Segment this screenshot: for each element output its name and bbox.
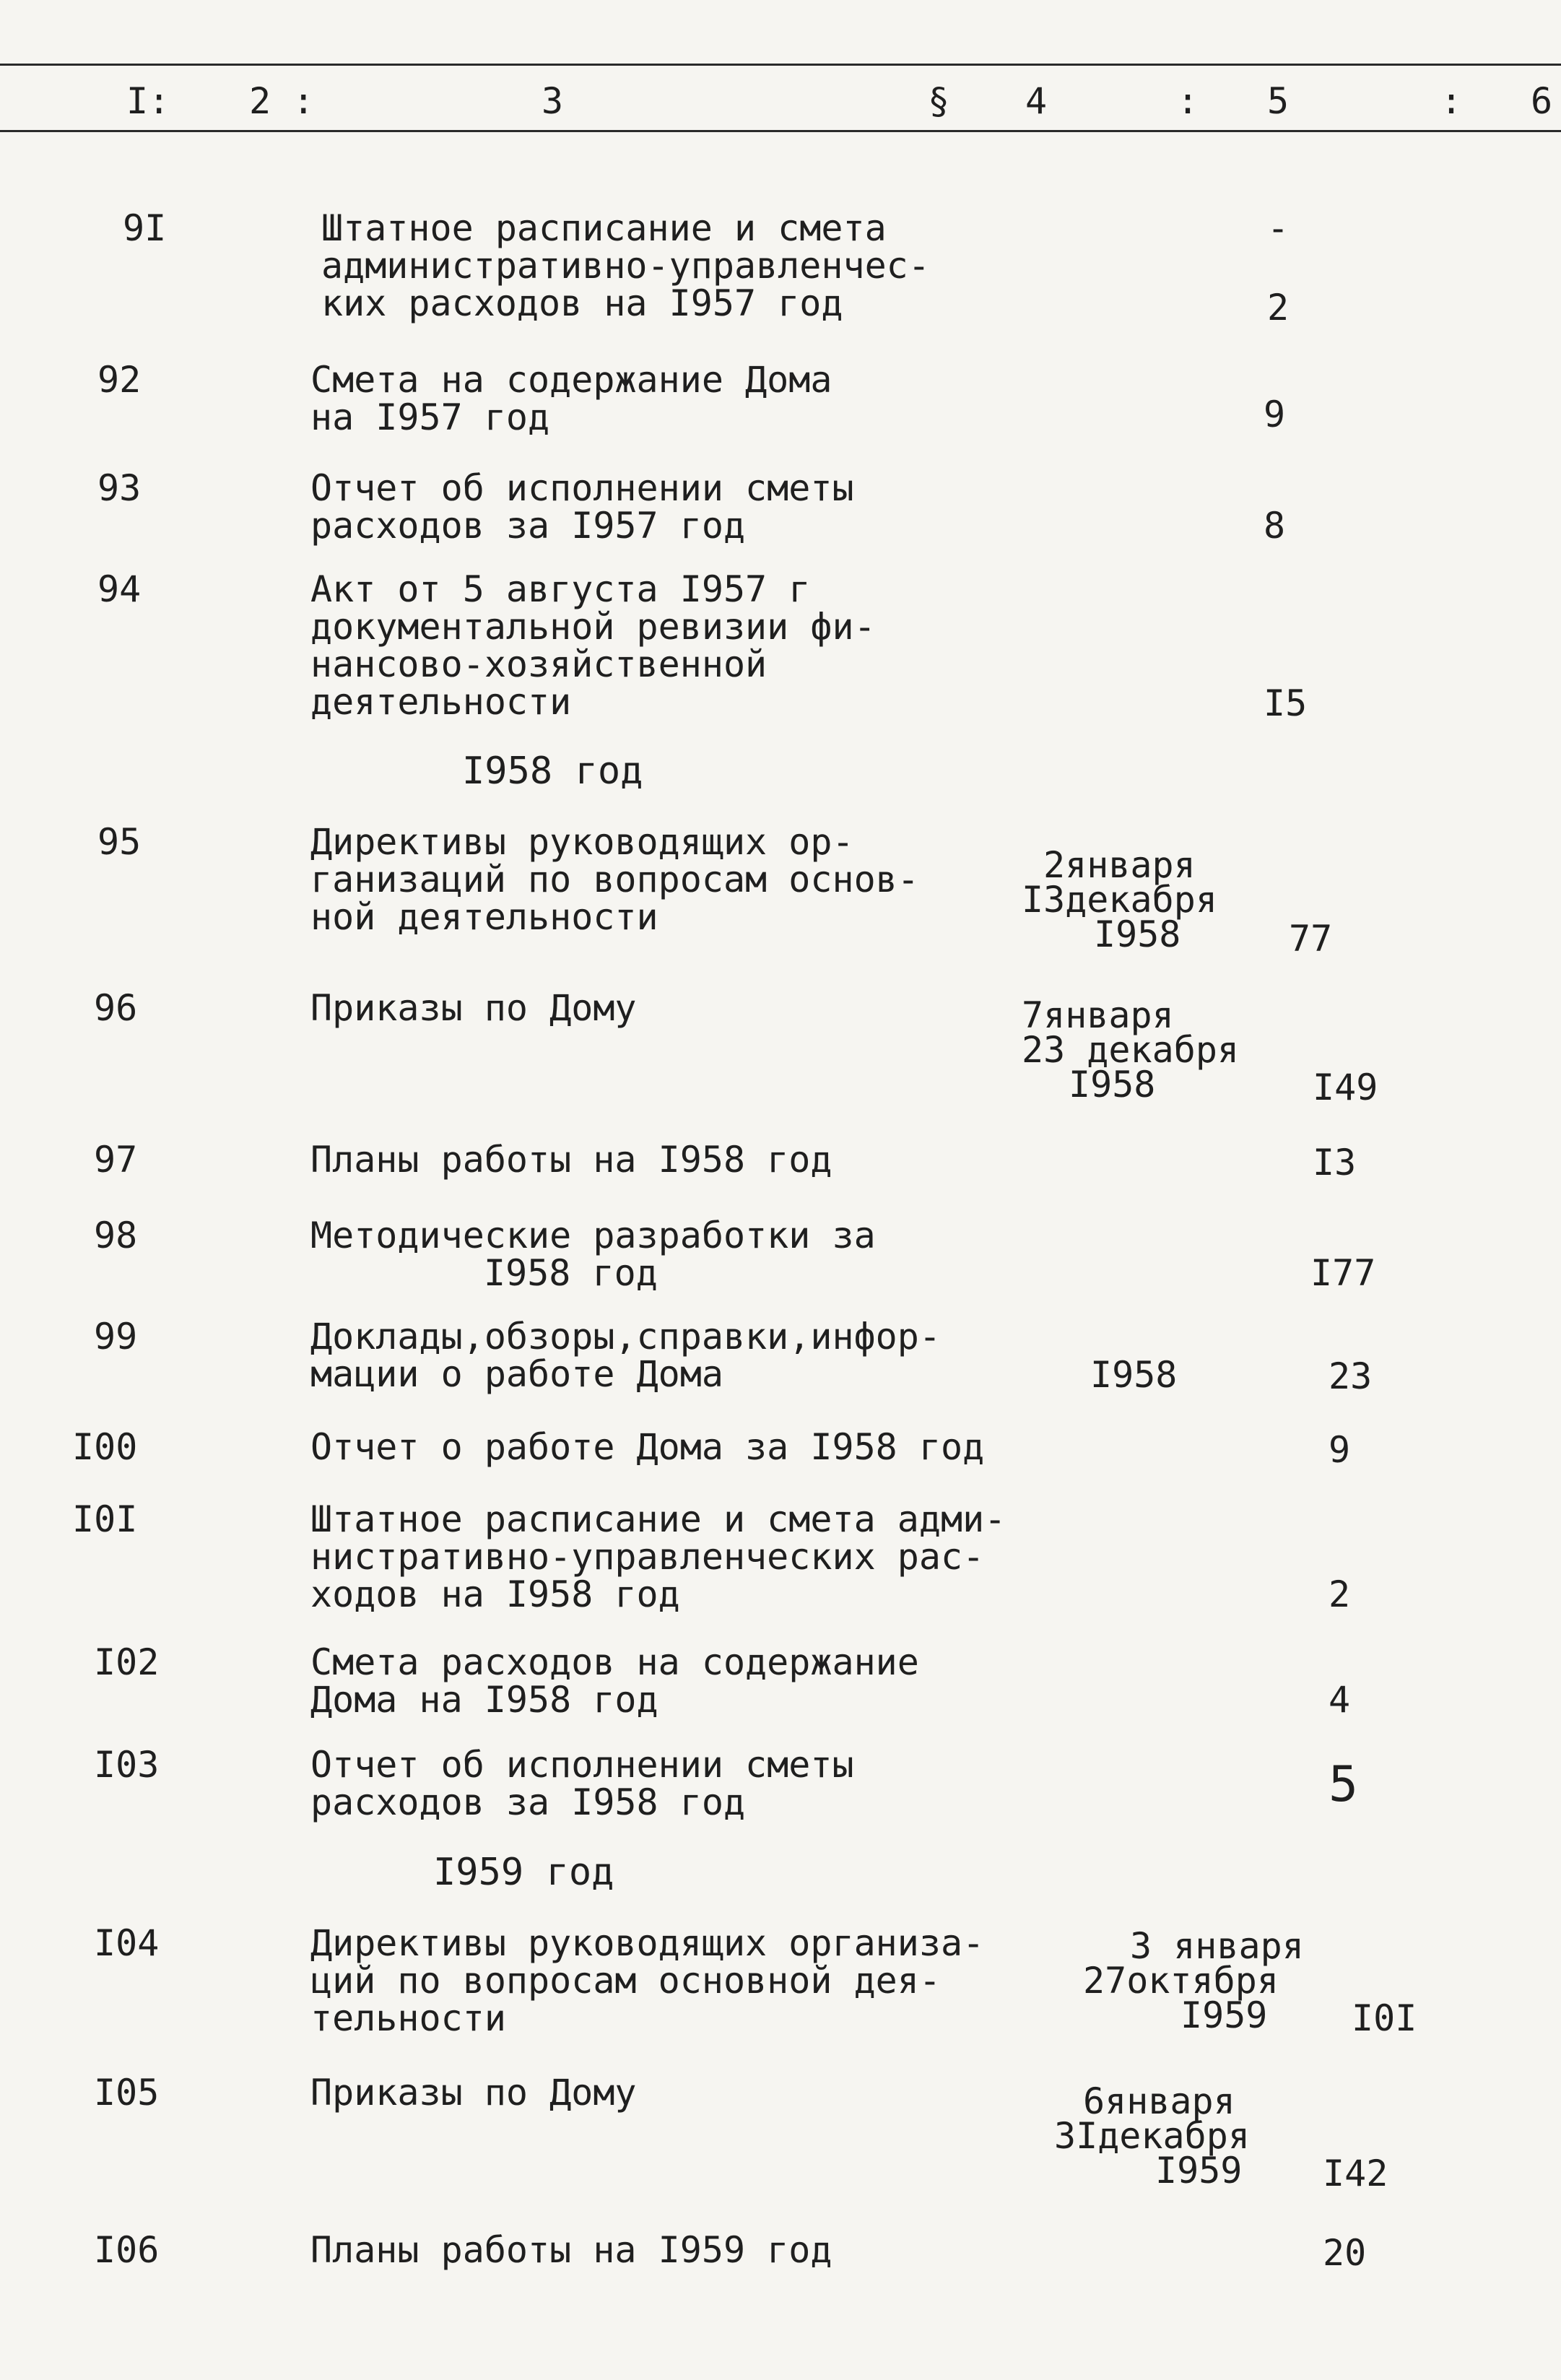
entry-number: I0I (72, 1498, 138, 1540)
entry-title-line: ций по вопросам основной дея- (310, 1960, 941, 2002)
entry-title-line: нансово-хозяйственной (310, 643, 768, 685)
entry-title (310, 989, 1076, 1027)
entry-dates (1083, 1925, 1357, 2036)
entry-title-line: Директивы руководящих ор- (310, 821, 854, 863)
entry-title-line: Дома на I958 год (310, 1679, 658, 1721)
entry-title (310, 1428, 1076, 1466)
entry-sheets: 9 (1264, 394, 1286, 435)
entry-title-line: мации о работе Дома (310, 1353, 723, 1395)
header-separator-5: : (1440, 80, 1463, 122)
entry-title-line: Отчет об исполнении сметы (310, 1744, 854, 1786)
entry-date-year: I958 (1094, 913, 1181, 955)
entry-date-end: 27октября (1083, 1960, 1279, 2002)
entry-title (310, 2072, 1076, 2114)
entry-date-start: 7января (1022, 994, 1174, 1036)
header-col-4-mark: § (928, 80, 950, 122)
entry-date-end: I3декабря (1022, 879, 1217, 921)
entry-title-line: административно-управленчес- (321, 245, 930, 287)
entry-title-line: Планы работы на I959 год (310, 2229, 832, 2271)
entry-title-line: Доклады,обзоры,справки,инфор- (310, 1316, 941, 1358)
entry-title-line: расходов за I958 год (310, 1781, 746, 1823)
entry-title (310, 1746, 1076, 1821)
header-top-rule (0, 64, 1561, 66)
entry-date-end: 23 декабря (1022, 1029, 1240, 1071)
entry-sheets: 23 (1329, 1355, 1373, 1397)
entry-number: 93 (97, 467, 142, 509)
entry-title (310, 823, 1076, 936)
entry-title-line: ких расходов на I957 год (321, 282, 843, 324)
entry-title-line: документальной ревизии фи- (310, 606, 876, 648)
entry-date-year: I959 (1155, 2150, 1243, 2192)
entry-sheets: 20 (1323, 2232, 1367, 2274)
entry-number: I06 (94, 2229, 160, 2271)
entry-date-start: 2января (1043, 844, 1196, 886)
year-heading: I959 год (433, 1851, 614, 1894)
entry-title-line: Отчет о работе Дома за I958 год (310, 1426, 985, 1468)
entry-number: I03 (94, 1744, 160, 1786)
entry-dash: - (1267, 207, 1290, 249)
entry-sheets: I42 (1323, 2153, 1388, 2194)
entry-dates (1022, 844, 1296, 955)
entry-title-line: нистративно-управленческих рас- (310, 1536, 985, 1578)
entry-sheets: I49 (1313, 1067, 1378, 1108)
entry-title-line: Штатное расписание и смета адми- (310, 1498, 1006, 1540)
entry-dates (1022, 994, 1296, 1106)
header-col-3: 3 (542, 80, 564, 122)
entry-title-line: Смета расходов на содержание (310, 1641, 919, 1683)
entry-title (310, 1318, 1076, 1393)
header-col-4: 4 (1025, 80, 1048, 122)
entry-number: 92 (97, 359, 142, 401)
entry-title-line: Отчет об исполнении сметы (310, 467, 854, 509)
entry-title (310, 1924, 1076, 2037)
entry-title (310, 361, 1076, 436)
entry-title (310, 1139, 1076, 1181)
entry-number: I04 (94, 1922, 160, 1964)
entry-sheets: I0I (1352, 1997, 1417, 2039)
entry-sheets: 77 (1289, 918, 1333, 960)
entry-sheets: 4 (1329, 1679, 1351, 1721)
entry-title-line: Штатное расписание и смета (321, 207, 887, 249)
entry-title-line: Приказы по Дому (310, 987, 637, 1029)
entry-date-end: 3Iдекабря (1054, 2115, 1250, 2157)
entry-date-start: 6января (1083, 2080, 1235, 2122)
entry-title (310, 2231, 1076, 2269)
entry-title-line: Планы работы на I958 год (310, 1139, 832, 1181)
header-separator-4: : (1177, 80, 1199, 122)
entry-title-line: Смета на содержание Дома (310, 359, 832, 401)
entry-number: 96 (94, 987, 138, 1029)
entry-number: I05 (94, 2072, 160, 2114)
entry-title-line: тельности (310, 1997, 506, 2039)
entry-sheets: I5 (1264, 682, 1308, 724)
entry-sheets: 2 (1267, 287, 1290, 329)
entry-title-line: ганизаций по вопросам основ- (310, 859, 919, 900)
entry-title-line: расходов за I957 год (310, 505, 746, 547)
entry-number: 99 (94, 1316, 138, 1358)
entry-title (310, 1643, 1076, 1719)
entry-date-year: I958 (1090, 1354, 1178, 1396)
header-col-2: 2 : (249, 80, 315, 122)
entry-date-year: I959 (1180, 1994, 1268, 2036)
entry-dates (1054, 2080, 1329, 2192)
entry-sheets: I77 (1310, 1252, 1376, 1294)
entry-title-line: Директивы руководящих организа- (310, 1922, 985, 1964)
entry-title (310, 467, 1076, 547)
entry-number: 98 (94, 1215, 138, 1256)
header-bottom-rule (0, 130, 1561, 132)
entry-title-line: ходов на I958 год (310, 1573, 680, 1615)
entry-title-line: на I957 год (310, 396, 550, 438)
entry-title-line: Приказы по Дому (310, 2072, 637, 2114)
entry-sheets: 2 (1329, 1573, 1351, 1615)
entry-title-line: I958 год (484, 1252, 658, 1294)
entry-date-year: I958 (1069, 1064, 1156, 1106)
entry-number: 9I (123, 207, 167, 249)
entry-sheets: 9 (1329, 1429, 1351, 1471)
entry-title (310, 570, 1076, 721)
entry-sheets: I3 (1313, 1142, 1357, 1184)
header-col-1: I: (126, 80, 170, 122)
entry-number: I00 (72, 1426, 138, 1468)
entry-date-start: 3 января (1130, 1925, 1304, 1967)
entry-title-line: Акт от 5 августа I957 г (310, 568, 811, 610)
entry-title (310, 1217, 1076, 1292)
entry-number: 97 (94, 1139, 138, 1181)
entry-title (321, 209, 1087, 322)
year-heading: I958 год (462, 750, 643, 793)
entry-title (310, 1500, 1076, 1613)
header-col-6: 6 (1531, 80, 1553, 122)
entry-number: 94 (97, 568, 142, 610)
header-col-5: 5 (1267, 80, 1290, 122)
entry-title-line: деятельности (310, 681, 572, 723)
entry-sheets: 8 (1264, 505, 1286, 547)
entry-title-line: ной деятельности (310, 896, 658, 938)
entry-number: 95 (97, 821, 142, 863)
entry-title-line: Методические разработки за (310, 1215, 876, 1256)
entry-dates (1090, 1354, 1365, 1396)
entry-number: I02 (94, 1641, 160, 1683)
entry-sheets: 5 (1329, 1756, 1358, 1813)
